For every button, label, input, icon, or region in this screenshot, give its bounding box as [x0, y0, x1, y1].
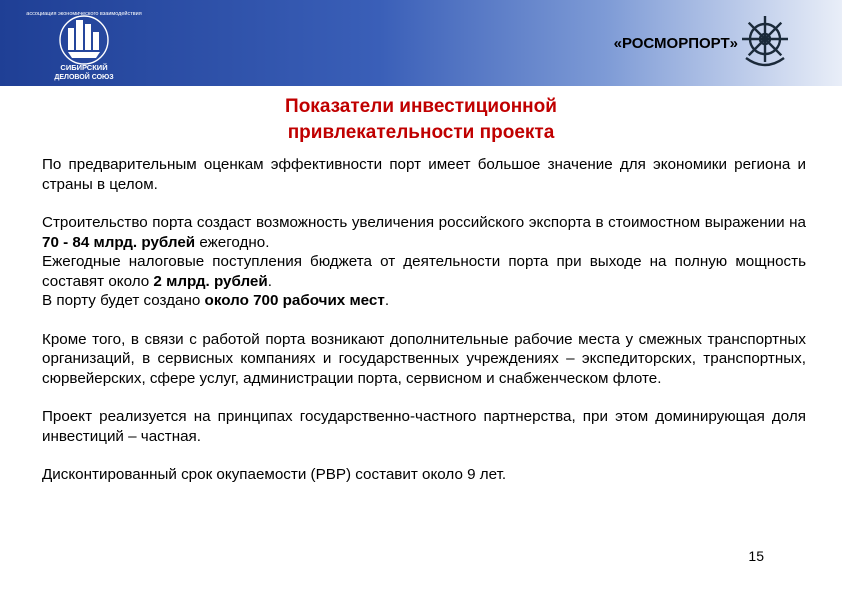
ship-wheel-anchor-icon: [736, 12, 794, 70]
paragraph-jobs: [42, 291, 806, 311]
title-line-2: привлекательности проекта: [287, 122, 555, 143]
siberian-business-union-logo-icon: [26, 6, 142, 84]
logo-arc-text: ассоциация экономического взаимодействия: [26, 11, 142, 17]
export-value: 70 - 84 млрд. рублей: [42, 233, 196, 251]
jobs-text: В порту будет создано: [42, 292, 205, 309]
logo-text-line1: СИБИРСКИЙ: [60, 63, 108, 72]
paragraph-ppp: Проект реализуется на принципах государственно-частного партнерства, при этом доминирующая доля инвестиций – частная.: [42, 408, 806, 445]
export-text-end: ежегодно.: [195, 233, 270, 251]
paragraph-payback: Дисконтированный срок окупаемости (PBP) составит около 9 лет.: [42, 466, 507, 483]
header-banner: [0, 0, 842, 86]
tax-value: 2 млрд. рублей: [153, 272, 268, 290]
tax-text: Ежегодные налоговые поступления бюджета от деятельности порта при выходе на полную мощность составят около: [42, 253, 806, 290]
organization-name: «РОСМОРПОРТ»: [613, 35, 738, 52]
jobs-value: около 700 рабочих мест: [204, 292, 385, 309]
export-text: Строительство порта создаст возможность увеличения российского экспорта в стоимостном выражении на: [42, 214, 806, 231]
slide-title: [0, 94, 842, 146]
jobs-text-end: .: [384, 292, 390, 309]
page-number: 15: [748, 548, 764, 564]
paragraph-tax: [42, 252, 806, 291]
paragraph-additional-jobs: Кроме того, в связи с работой порта возникают дополнительные рабочие места у смежных транспортных организаций, в сервисных компаниях и государственных учреждениях – экспедиторских, транспортных, сюрвейерских, сфере услуг, администрации порта, сервисном и снабженческом флоте.: [42, 330, 806, 387]
logo-text-line2: ДЕЛОВОЙ СОЮЗ: [54, 74, 114, 81]
paragraph-significance: По предварительным оценкам эффективности порт имеет большое значение для экономики региона и страны в целом.: [42, 156, 806, 193]
paragraph-export: [42, 213, 806, 252]
slide-body: [42, 155, 806, 485]
tax-text-end: .: [267, 272, 272, 290]
title-line-1: Показатели инвестиционной: [285, 96, 557, 117]
